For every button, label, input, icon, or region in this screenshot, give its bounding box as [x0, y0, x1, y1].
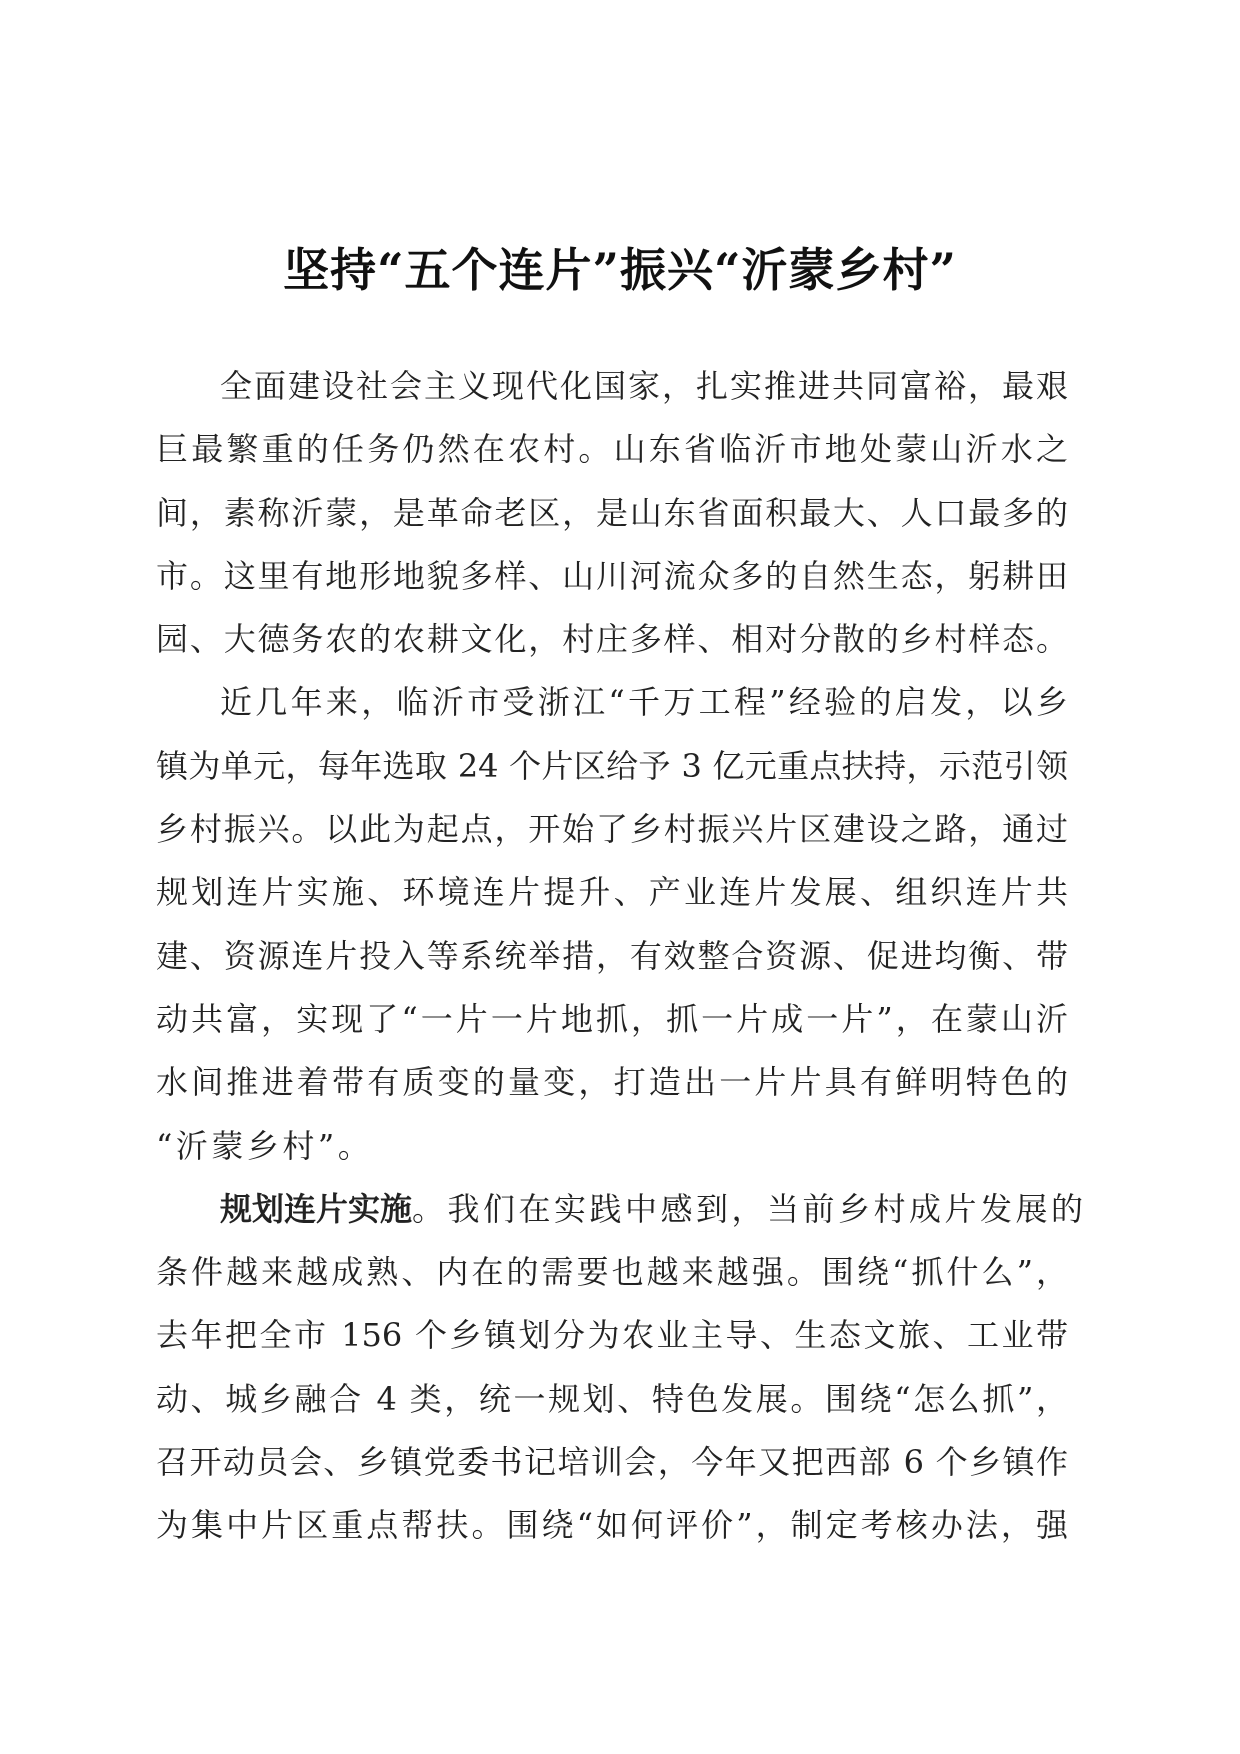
text-line: 巨最繁重的任务仍然在农村。山东省临沂市地处蒙山沂水之: [156, 430, 1068, 469]
text-line: 动共富，实现了“一片一片地抓，抓一片成一片”，在蒙山沂: [156, 999, 1068, 1038]
paragraph-heading: 规划连片实施: [220, 1189, 413, 1228]
text-line: “沂蒙乡村”。: [156, 1126, 374, 1165]
text-line: 动、城乡融合 4 类，统一规划、特色发展。围绕“怎么抓”，: [156, 1379, 1068, 1418]
text-line: 间，素称沂蒙，是革命老区，是山东省面积最大、人口最多的: [156, 493, 1068, 532]
paragraph: [156, 671, 1068, 1177]
text-line: 近几年来，临沂市受浙江“千万工程”经验的启发，以乡: [220, 683, 1068, 722]
text-line: 乡村振兴。以此为起点，开始了乡村振兴片区建设之路，通过: [156, 810, 1068, 849]
text-line: 镇为单元，每年选取 24 个片区给予 3 亿元重点扶持，示范引领: [156, 746, 1068, 785]
document-title: 坚持“五个连片”振兴“沂蒙乡村”: [283, 243, 957, 297]
text-line: 园、大德务农的农耕文化，村庄多样、相对分散的乡村样态。: [156, 620, 1068, 659]
text-line: 市。这里有地形地貌多样、山川河流众多的自然生态，躬耕田: [156, 556, 1068, 595]
text-line: [156, 1178, 1087, 1241]
text-line: 去年把全市 156 个乡镇划分为农业主导、生态文旅、工业带: [156, 1316, 1068, 1355]
text-run: 。我们在实践中感到，当前乡村成片发展的: [412, 1189, 1087, 1228]
text-line: 召开动员会、乡镇党委书记培训会，今年又把西部 6 个乡镇作: [156, 1443, 1068, 1482]
text-line: 规划连片实施、环境连片提升、产业连片发展、组织连片共: [156, 873, 1068, 912]
text-line: 建、资源连片投入等系统举措，有效整合资源、促进均衡、带: [156, 936, 1068, 975]
paragraph: [156, 1178, 1087, 1558]
document-body: [156, 355, 1087, 1558]
paragraph: [156, 355, 1068, 671]
text-line: 水间推进着带有质变的量变，打造出一片片具有鲜明特色的: [156, 1063, 1068, 1102]
text-line: 为集中片区重点帮扶。围绕“如何评价”，制定考核办法，强: [156, 1506, 1068, 1545]
text-line: 条件越来越成熟、内在的需要也越来越强。围绕“抓什么”，: [156, 1253, 1068, 1292]
text-line: 全面建设社会主义现代化国家，扎实推进共同富裕，最艰: [220, 367, 1068, 405]
